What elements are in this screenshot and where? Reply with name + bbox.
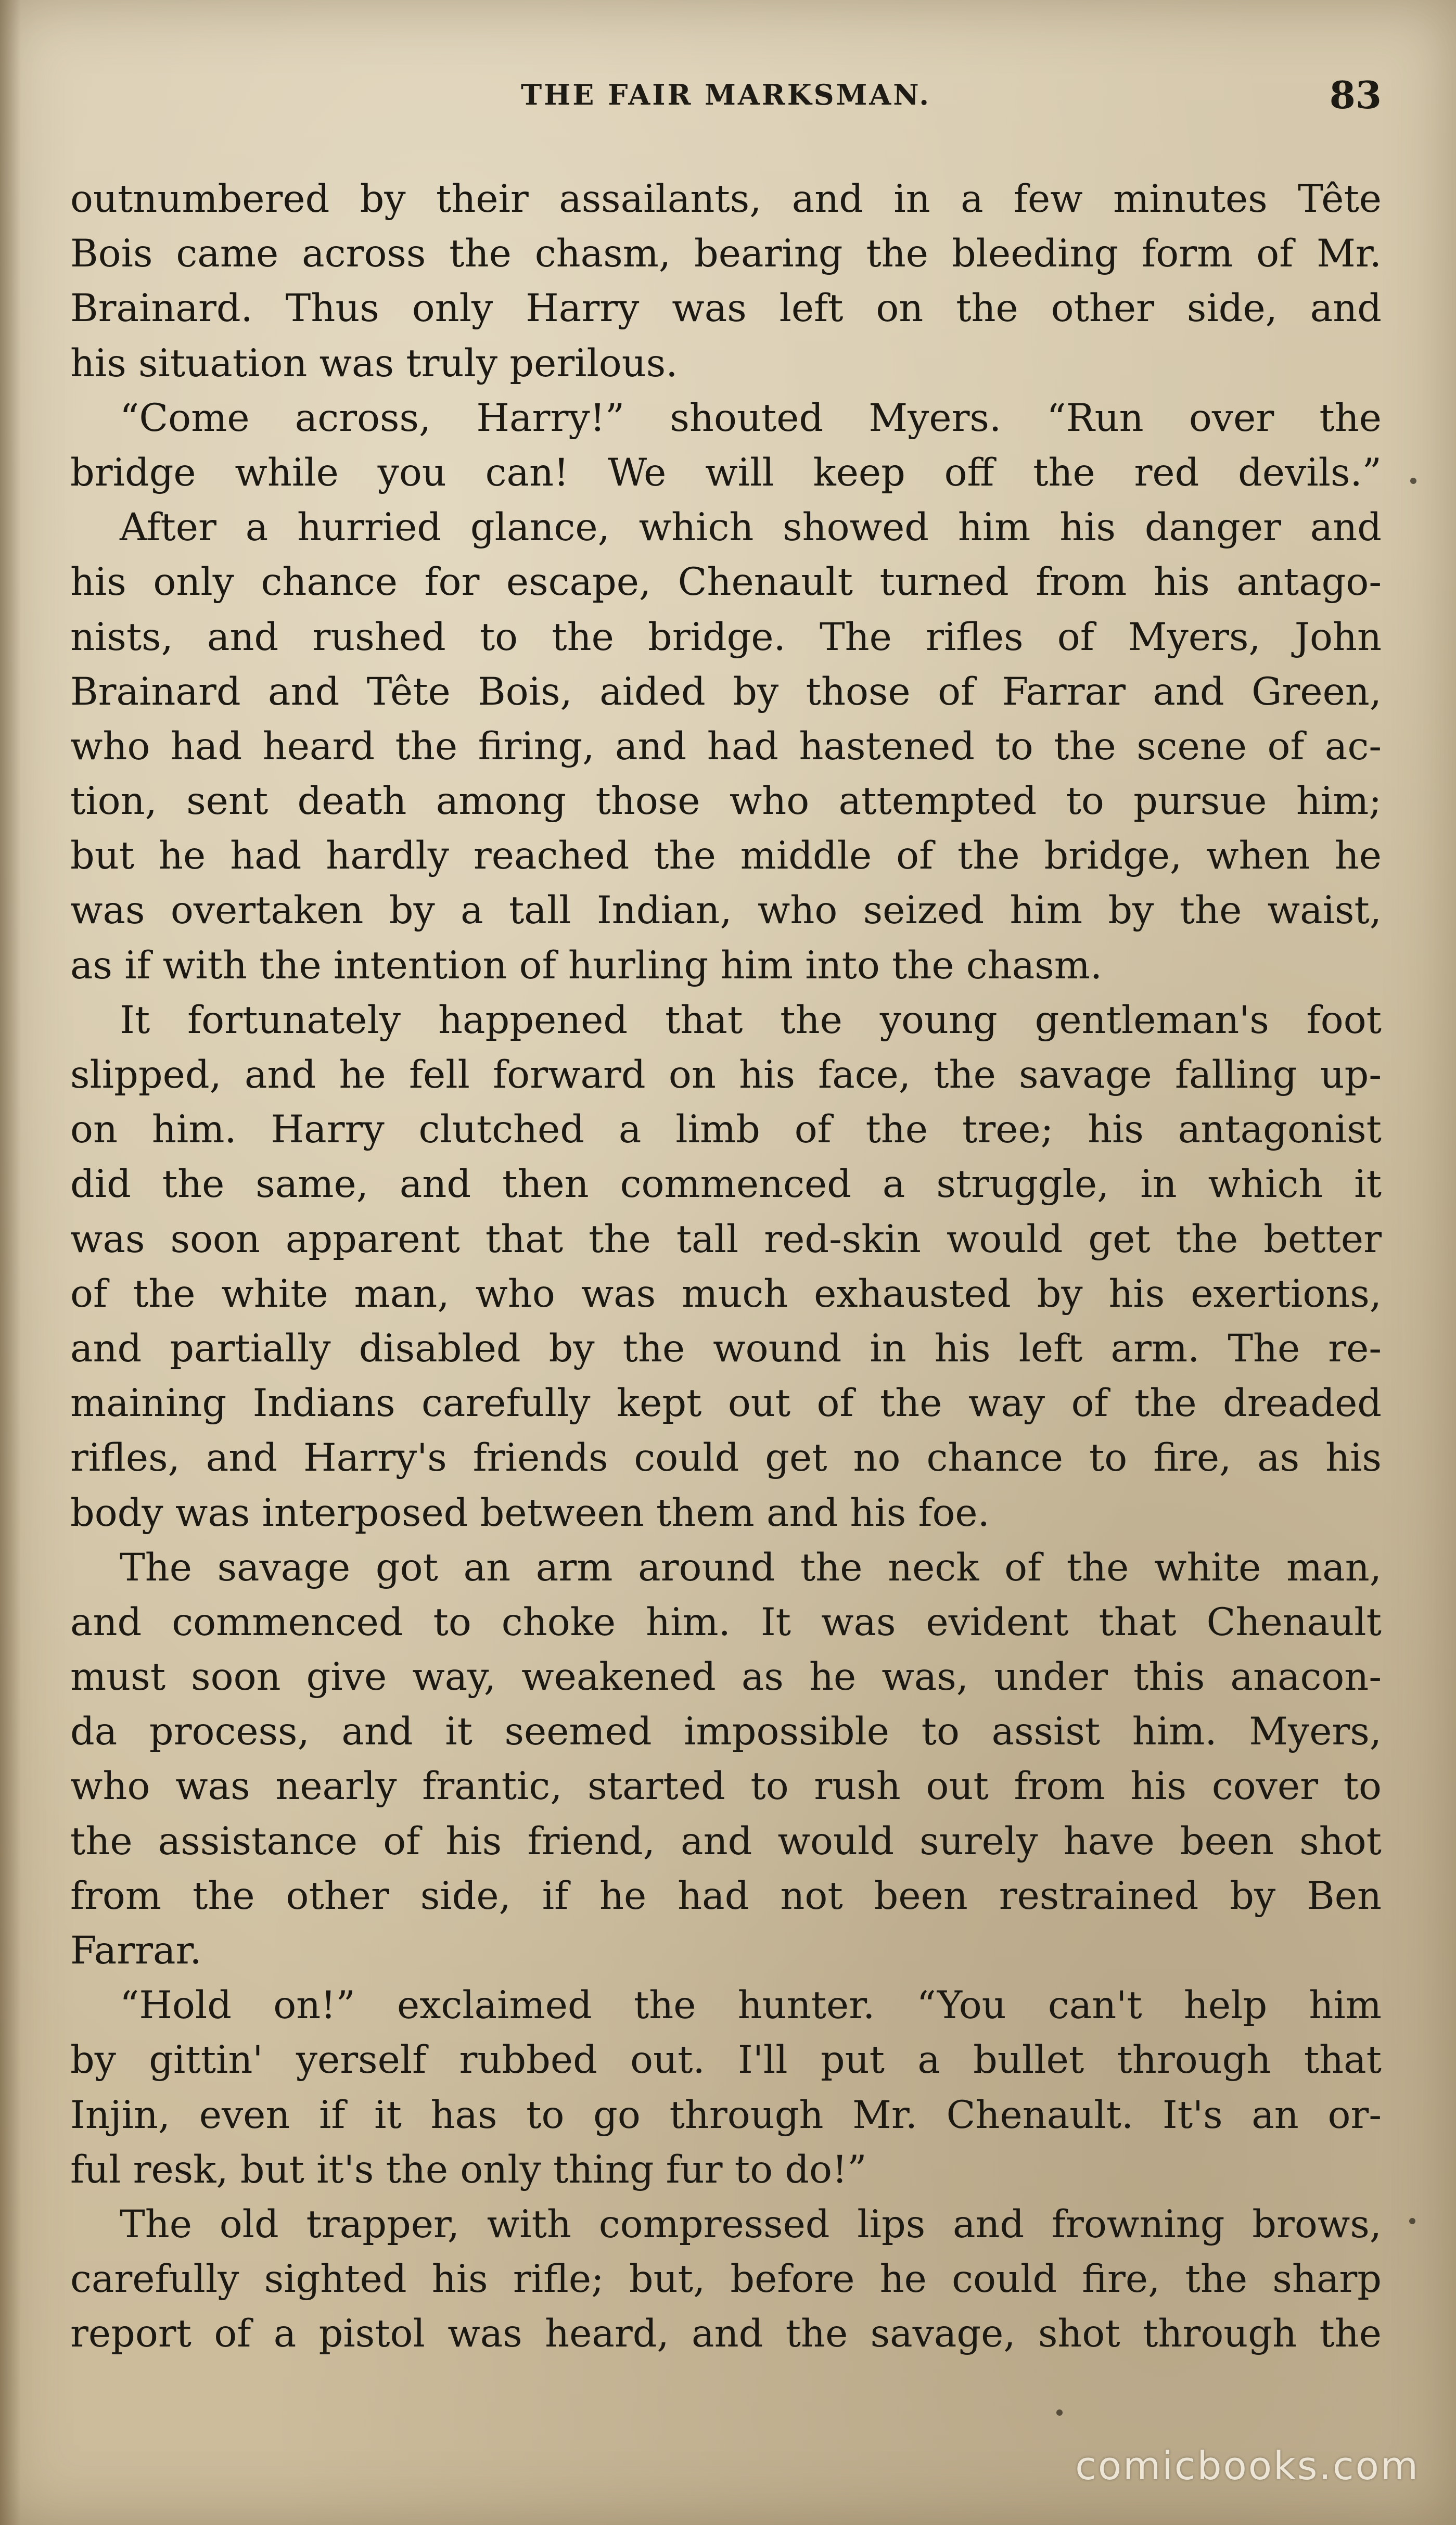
text-line: the assistance of his friend, and would surely have been shot bbox=[70, 1819, 1382, 1864]
text-line: report of a pistol was heard, and the savage, shot through the bbox=[70, 2312, 1382, 2356]
text-line: Injin, even if it has to go through Mr. Chenault. It's an or- bbox=[70, 2093, 1382, 2137]
print-speck bbox=[1410, 478, 1416, 484]
text-line: body was interposed between them and his foe. bbox=[70, 1490, 990, 1535]
paragraph-start-line: It fortunately happened that the young gentleman's foot bbox=[120, 998, 1382, 1042]
running-head bbox=[70, 69, 1382, 126]
text-line: of the white man, who was much exhausted by his exertions, bbox=[70, 1271, 1382, 1316]
text-line: did the same, and then commenced a struggle, in which it bbox=[70, 1162, 1382, 1207]
text-line: and commenced to choke him. It was evident that Chenault bbox=[70, 1600, 1382, 1644]
text-line: slipped, and he fell forward on his face, the savage falling up- bbox=[70, 1053, 1382, 1097]
text-line: rifles, and Harry's friends could get no chance to fire, as his bbox=[70, 1436, 1382, 1481]
text-line: carefully sighted his rifle; but, before he could fire, the sharp bbox=[70, 2257, 1382, 2302]
text-line: was overtaken by a tall Indian, who seized him by the waist, bbox=[70, 888, 1382, 933]
text-line: tion, sent death among those who attempted to pursue him; bbox=[70, 779, 1382, 824]
text-line: by gittin' yerself rubbed out. I'll put a bullet through that bbox=[70, 2038, 1382, 2083]
running-head-title: THE FAIR MARKSMAN. bbox=[520, 78, 931, 111]
text-line: on him. Harry clutched a limb of the tree; his antagonist bbox=[70, 1107, 1382, 1152]
text-line: bridge while you can! We will keep off the red devils.” bbox=[70, 450, 1382, 495]
paragraph-start-line: After a hurried glance, which showed him his danger and bbox=[120, 505, 1382, 550]
text-line: was soon apparent that the tall red-skin would get the better bbox=[70, 1217, 1382, 1261]
body-text bbox=[70, 172, 1382, 2362]
print-speck bbox=[1056, 2409, 1063, 2416]
text-line: his only chance for escape, Chenault turned from his antago- bbox=[70, 560, 1382, 605]
watermark: comicbooks.com bbox=[1075, 2444, 1420, 2489]
paragraph-start-line: “Come across, Harry!” shouted Myers. “Run over the bbox=[120, 396, 1382, 440]
text-line: Farrar. bbox=[70, 1929, 202, 1973]
text-line: and partially disabled by the wound in his left arm. The re- bbox=[70, 1326, 1382, 1371]
text-line: Brainard. Thus only Harry was left on the other side, and bbox=[70, 286, 1382, 331]
text-line: who had heard the firing, and had hastened to the scene of ac- bbox=[70, 724, 1382, 769]
text-line: must soon give way, weakened as he was, under this anacon- bbox=[70, 1655, 1382, 1700]
text-line: his situation was truly perilous. bbox=[70, 341, 678, 386]
text-line: maining Indians carefully kept out of the way of the dreaded bbox=[70, 1381, 1382, 1426]
text-line: but he had hardly reached the middle of the bridge, when he bbox=[70, 834, 1382, 878]
text-line: da process, and it seemed impossible to assist him. Myers, bbox=[70, 1710, 1382, 1754]
paragraph-start-line: The savage got an arm around the neck of the white man, bbox=[120, 1545, 1382, 1590]
text-line: ful resk, but it's the only thing fur to do!” bbox=[70, 2147, 867, 2192]
page-edge-shadow bbox=[0, 0, 21, 2525]
print-speck bbox=[1409, 2218, 1415, 2224]
text-line: from the other side, if he had not been restrained by Ben bbox=[70, 1873, 1382, 1918]
text-line: as if with the intention of hurling him into the chasm. bbox=[70, 943, 1103, 988]
text-line: outnumbered by their assailants, and in a few minutes Tête bbox=[70, 177, 1382, 221]
text-line: Brainard and Tête Bois, aided by those of Farrar and Green, bbox=[70, 669, 1382, 714]
text-line: who was nearly frantic, started to rush out from his cover to bbox=[70, 1764, 1382, 1809]
text-line: Bois came across the chasm, bearing the bleeding form of Mr. bbox=[70, 232, 1382, 276]
paragraph-start-line: “Hold on!” exclaimed the hunter. “You can't help him bbox=[120, 1983, 1382, 2028]
page-number: 83 bbox=[1329, 73, 1382, 117]
paragraph-start-line: The old trapper, with compressed lips and frowning brows, bbox=[120, 2202, 1382, 2247]
text-line: nists, and rushed to the bridge. The rifles of Myers, John bbox=[70, 615, 1382, 659]
